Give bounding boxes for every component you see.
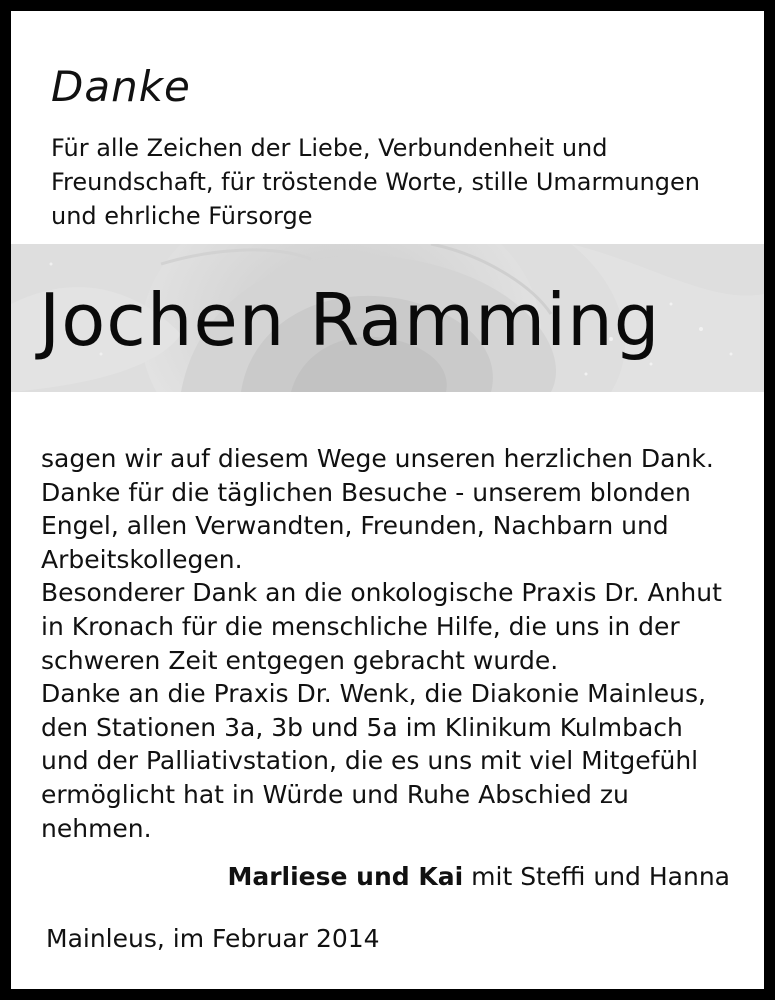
body-line: sagen wir auf diesem Wege unseren herzlichen Dank. — [41, 444, 714, 473]
body-text — [41, 442, 741, 845]
signature-primary: Marliese und Kai — [227, 862, 464, 891]
name-banner — [11, 244, 764, 392]
body-line: Besonderer Dank an die onkologische Praxis Dr. Anhut — [41, 578, 722, 608]
body-line: den Stationen 3a, 3b und 5a im Klinikum Kulmbach — [41, 712, 683, 742]
body-line: schweren Zeit entgegen gebracht wurde. — [41, 645, 559, 675]
intro-text — [51, 131, 751, 233]
body-line: ermöglicht hat in Würde und Ruhe Abschied zu — [41, 779, 629, 809]
body-line: nehmen. — [41, 813, 152, 843]
intro-line: und ehrliche Fürsorge — [51, 202, 313, 230]
body-line: und der Palliativstation, die es uns mit viel Mitgefühl — [41, 746, 699, 776]
body-line: Danke an die Praxis Dr. Wenk, die Diakonie Mainleus, — [41, 679, 706, 709]
signature-secondary: mit Steffi und Hanna — [471, 862, 730, 891]
body-line: in Kronach für die menschliche Hilfe, die uns in der — [41, 611, 680, 641]
body-line: Engel, allen Verwandten, Freunden, Nachbarn und — [41, 511, 669, 541]
body-line: Arbeitskollegen. — [41, 544, 243, 574]
intro-line: Für alle Zeichen der Liebe, Verbundenheit und — [51, 134, 608, 162]
signature — [227, 860, 730, 894]
heading: Danke — [51, 62, 191, 111]
place-date: Mainleus, im Februar 2014 — [46, 924, 380, 953]
body-line: Danke für die täglichen Besuche - unserem blonden — [41, 477, 691, 507]
intro-line: Freundschaft, für tröstende Worte, stille Umarmungen — [51, 168, 700, 196]
deceased-name: Jochen Ramming — [39, 278, 661, 362]
